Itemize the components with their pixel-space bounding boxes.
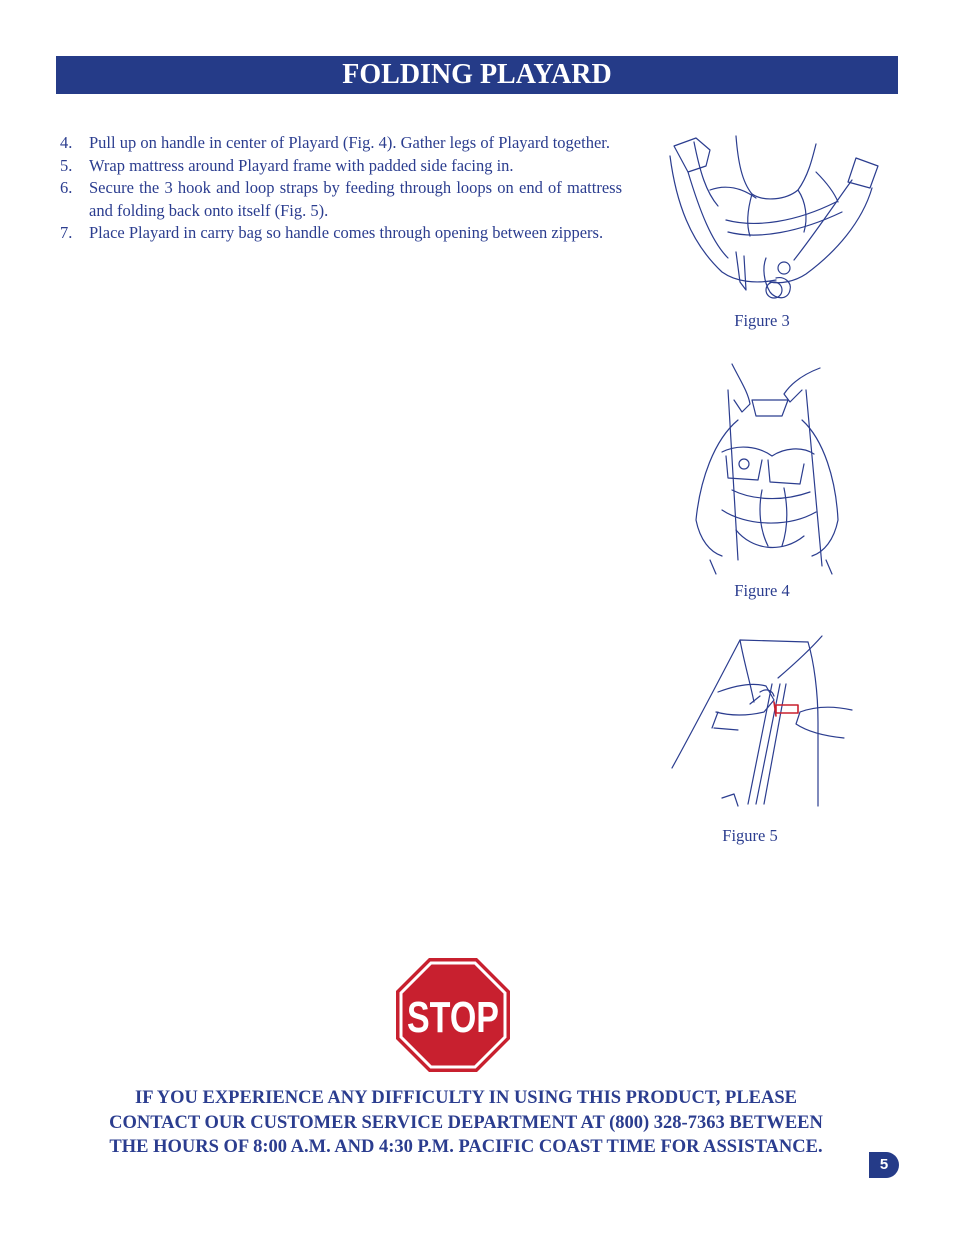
customer-service-notice: [56, 1086, 876, 1160]
instruction-list: [60, 132, 622, 245]
figure-3-illustration: [666, 132, 886, 304]
notice-line: THE HOURS OF 8:00 A.M. AND 4:30 P.M. PACIFIC COAST TIME FOR ASSISTANCE.: [109, 1137, 823, 1157]
step-text: Wrap mattress around Playard frame with padded side facing in.: [89, 155, 514, 175]
instruction-step: [60, 155, 622, 178]
figure-4-illustration: [692, 360, 842, 578]
stop-sign-icon: [395, 957, 511, 1073]
step-text: Pull up on handle in center of Playard (Fig. 4). Gather legs of Playard together.: [89, 133, 610, 152]
instruction-step: [60, 132, 622, 155]
figure-caption: Figure 3: [734, 311, 790, 330]
step-number: 7.: [60, 223, 73, 242]
page-title: FOLDING PLAYARD: [56, 56, 898, 94]
figure-caption: Figure 5: [722, 826, 778, 845]
step-number: 4.: [60, 133, 73, 152]
stop-sign-label: STOP: [407, 993, 499, 1042]
figure-caption: Figure 4: [734, 581, 790, 600]
instruction-step: [60, 222, 622, 245]
step-text: Place Playard in carry bag so handle comes through opening between zippers.: [89, 223, 604, 242]
page-number: 5: [869, 1152, 899, 1178]
instruction-step: [60, 177, 622, 222]
notice-line: CONTACT OUR CUSTOMER SERVICE DEPARTMENT AT (800) 328-7363 BETWEEN: [109, 1112, 823, 1133]
notice-line: IF YOU EXPERIENCE ANY DIFFICULTY IN USING THIS PRODUCT, PLEASE: [135, 1088, 797, 1108]
figure-5-illustration: [668, 632, 856, 810]
step-text: Secure the 3 hook and loop straps by feeding through loops on end of mattress and folding back onto itself (Fig. 5).: [89, 178, 622, 220]
step-number: 5.: [60, 155, 73, 175]
step-number: 6.: [60, 178, 73, 197]
